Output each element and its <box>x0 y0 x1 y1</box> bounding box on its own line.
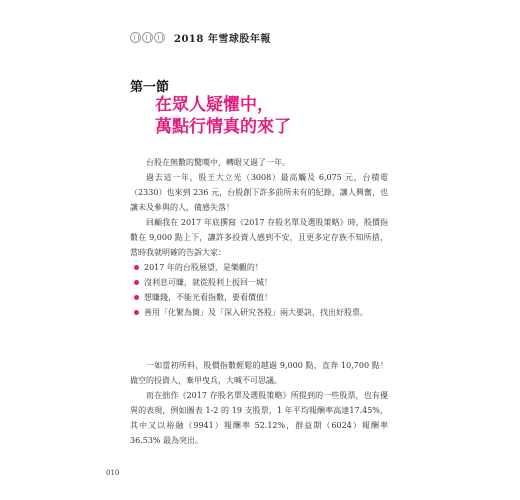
bullet-dot-icon <box>134 310 139 315</box>
bullet-item <box>130 305 388 320</box>
chapter-title-line: 在眾人疑懼中， <box>155 95 274 115</box>
paragraph: 過去這一年，股王大立光（3008）最高觸及 6,075 元，台積電（2330）也來到 236 元，台股創下許多前所未有的紀錄，讓人興奮，也讓未及參與的人，備感失落！ <box>130 173 388 212</box>
chapter-title <box>155 94 291 138</box>
paragraph: 台股在無數的驚嘆中，轉眼又過了一年。 <box>146 158 290 167</box>
chapter-title-line: 萬點行情真的來了 <box>155 117 291 137</box>
book-title: 2018 年雪球股年報 <box>174 34 271 45</box>
bullet-item <box>130 275 388 290</box>
paragraph: 而在拙作《2017 存股名單及選股策略》所提到的一些股票，也有優異的表現，例如圖表 1-2 的 19 支股票，1 年平均報酬率高達17.45%，其中又以裕融（9941）報酬率 52.12%，群益期（6024）報酬率 36.53% 最為突出。 <box>130 391 388 445</box>
bullet-text: 想賺錢，不能光看指數，要看價值！ <box>144 293 272 302</box>
bullet-dot-icon <box>134 295 139 300</box>
paragraph: 回顧我在 2017 年底撰寫《2017 存股名單及選股策略》時，股價指數在 9,000 點上下，讓許多投資人感到不安，且更多定存族不知所措，當時我就明確的告訴大家： <box>130 218 388 257</box>
bullet-dot-icon <box>134 265 139 270</box>
page-number: 010 <box>106 469 120 477</box>
bullet-text: 沒利息可賺，就從股利上扳回一城！ <box>144 278 272 287</box>
running-header <box>130 30 271 45</box>
body-text-block <box>130 358 388 448</box>
body-text-block <box>130 155 388 320</box>
bullet-text: 2017 年的台股展望，是樂觀的！ <box>144 263 263 272</box>
bullet-text: 善用「化繁為簡」及「深入研究各股」兩大要訣，找出好股票。 <box>144 308 368 317</box>
bullet-list <box>130 260 388 320</box>
bullet-item <box>130 260 388 275</box>
coin-stack-logo <box>130 32 166 43</box>
bullet-item <box>130 290 388 305</box>
bullet-dot-icon <box>134 280 139 285</box>
coin-icon <box>154 32 165 43</box>
section-label: 第一節 <box>130 80 170 95</box>
coin-icon <box>142 32 153 43</box>
coin-icon <box>130 32 141 43</box>
paragraph: 一如當初所料，股價指數輕鬆的越過 9,000 點，直奔 10,700 點！做空的投資人，棄甲曳兵，大喊不可思議。 <box>130 361 388 385</box>
